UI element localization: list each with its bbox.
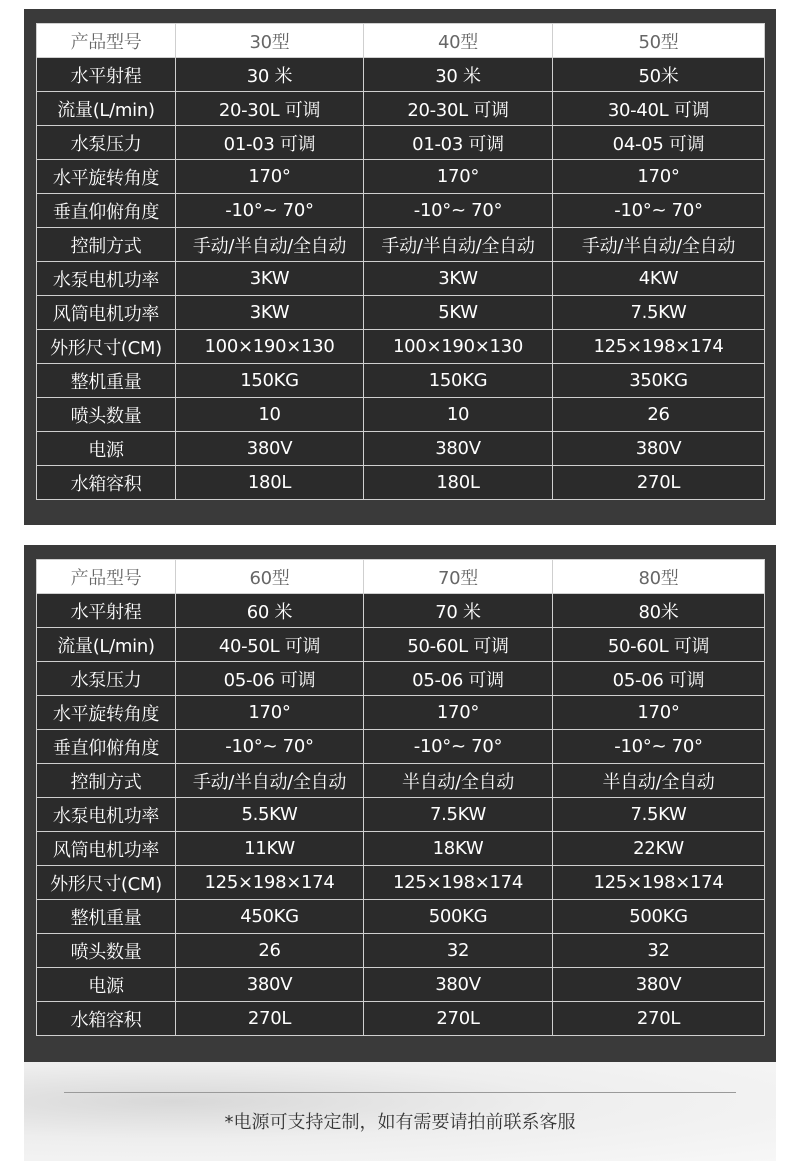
spec-label-cell: 控制方式 — [37, 228, 176, 262]
spec-value-cell: -10°~ 70° — [553, 194, 765, 228]
spec-value-cell: 450KG — [176, 900, 364, 934]
table-header-row — [37, 560, 765, 594]
spec-label-cell: 流量(L/min) — [37, 628, 176, 662]
spec-value-cell: 3KW — [176, 262, 364, 296]
spec-value-cell: 3KW — [176, 296, 364, 330]
header-label-cell: 产品型号 — [37, 24, 176, 58]
spec-value-cell: -10°~ 70° — [364, 194, 553, 228]
spec-value-cell: 10 — [176, 398, 364, 432]
table-row — [37, 832, 765, 866]
spec-value-cell: 半自动/全自动 — [364, 764, 553, 798]
spec-value-cell: 7.5KW — [553, 798, 765, 832]
spec-label-cell: 水平旋转角度 — [37, 696, 176, 730]
spec-value-cell: 30 米 — [364, 58, 553, 92]
table-row — [37, 126, 765, 160]
spec-value-cell: 11KW — [176, 832, 364, 866]
spec-label-cell: 整机重量 — [37, 900, 176, 934]
spec-value-cell: 26 — [553, 398, 765, 432]
spec-value-cell: 05-06 可调 — [553, 662, 765, 696]
spec-label-cell: 水箱容积 — [37, 1002, 176, 1036]
table-row — [37, 398, 765, 432]
spec-label-cell: 喷头数量 — [37, 934, 176, 968]
spec-value-cell: 380V — [364, 432, 553, 466]
table-row — [37, 798, 765, 832]
spec-value-cell: 手动/半自动/全自动 — [176, 228, 364, 262]
spec-label-cell: 水平旋转角度 — [37, 160, 176, 194]
spec-value-cell: 5KW — [364, 296, 553, 330]
spec-value-cell: 60 米 — [176, 594, 364, 628]
spec-label-cell: 电源 — [37, 432, 176, 466]
spec-label-cell: 水泵电机功率 — [37, 262, 176, 296]
table-header-row — [37, 24, 765, 58]
spec-value-cell: -10°~ 70° — [364, 730, 553, 764]
spec-value-cell: 500KG — [553, 900, 765, 934]
spec-value-cell: 180L — [176, 466, 364, 500]
spec-value-cell: 150KG — [364, 364, 553, 398]
spec-label-cell: 垂直仰俯角度 — [37, 194, 176, 228]
model-header-cell: 30型 — [176, 24, 364, 58]
spec-value-cell: 32 — [553, 934, 765, 968]
spec-label-cell: 水泵压力 — [37, 662, 176, 696]
spec-panel-60-80 — [24, 545, 776, 1062]
spec-value-cell: 70 米 — [364, 594, 553, 628]
spec-value-cell: 500KG — [364, 900, 553, 934]
spec-label-cell: 风筒电机功率 — [37, 296, 176, 330]
table-row — [37, 1002, 765, 1036]
model-header-cell: 50型 — [553, 24, 765, 58]
table-row — [37, 194, 765, 228]
spec-label-cell: 外形尺寸(CM) — [37, 866, 176, 900]
spec-value-cell: -10°~ 70° — [176, 730, 364, 764]
footer-divider — [64, 1092, 736, 1093]
spec-value-cell: 26 — [176, 934, 364, 968]
table-row — [37, 432, 765, 466]
table-row — [37, 934, 765, 968]
spec-label-cell: 垂直仰俯角度 — [37, 730, 176, 764]
spec-value-cell: 125×198×174 — [553, 330, 765, 364]
spec-label-cell: 水平射程 — [37, 58, 176, 92]
spec-value-cell: 手动/半自动/全自动 — [364, 228, 553, 262]
table-row — [37, 662, 765, 696]
spec-value-cell: 170° — [176, 696, 364, 730]
spec-value-cell: 170° — [553, 696, 765, 730]
spec-value-cell: 380V — [553, 432, 765, 466]
spec-value-cell: 270L — [553, 466, 765, 500]
table-row — [37, 466, 765, 500]
spec-label-cell: 水平射程 — [37, 594, 176, 628]
table-row — [37, 730, 765, 764]
spec-label-cell: 外形尺寸(CM) — [37, 330, 176, 364]
spec-table-30-50 — [36, 23, 765, 500]
spec-value-cell: 40-50L 可调 — [176, 628, 364, 662]
spec-value-cell: 7.5KW — [553, 296, 765, 330]
spec-label-cell: 电源 — [37, 968, 176, 1002]
spec-value-cell: 270L — [553, 1002, 765, 1036]
spec-value-cell: -10°~ 70° — [176, 194, 364, 228]
spec-value-cell: 30-40L 可调 — [553, 92, 765, 126]
spec-label-cell: 控制方式 — [37, 764, 176, 798]
table-row — [37, 900, 765, 934]
spec-value-cell: 3KW — [364, 262, 553, 296]
spec-label-cell: 风筒电机功率 — [37, 832, 176, 866]
spec-value-cell: 270L — [176, 1002, 364, 1036]
table-row — [37, 968, 765, 1002]
model-header-cell: 60型 — [176, 560, 364, 594]
spec-value-cell: 04-05 可调 — [553, 126, 765, 160]
table-row — [37, 330, 765, 364]
spec-value-cell: 7.5KW — [364, 798, 553, 832]
table-row — [37, 296, 765, 330]
spec-value-cell: 10 — [364, 398, 553, 432]
footer-note: *电源可支持定制，如有需要请拍前联系客服 — [224, 1112, 576, 1133]
spec-value-cell: 350KG — [553, 364, 765, 398]
spec-value-cell: 180L — [364, 466, 553, 500]
spec-value-cell: -10°~ 70° — [553, 730, 765, 764]
spec-value-cell: 80米 — [553, 594, 765, 628]
spec-value-cell: 20-30L 可调 — [176, 92, 364, 126]
spec-value-cell: 125×198×174 — [364, 866, 553, 900]
spec-value-cell: 170° — [364, 160, 553, 194]
spec-value-cell: 30 米 — [176, 58, 364, 92]
table-row — [37, 262, 765, 296]
footer-note-area — [24, 1062, 776, 1161]
spec-value-cell: 170° — [364, 696, 553, 730]
spec-label-cell: 喷头数量 — [37, 398, 176, 432]
spec-value-cell: 170° — [176, 160, 364, 194]
model-header-cell: 70型 — [364, 560, 553, 594]
spec-value-cell: 手动/半自动/全自动 — [176, 764, 364, 798]
spec-value-cell: 01-03 可调 — [364, 126, 553, 160]
model-header-cell: 80型 — [553, 560, 765, 594]
table-row — [37, 696, 765, 730]
spec-value-cell: 100×190×130 — [176, 330, 364, 364]
spec-label-cell: 流量(L/min) — [37, 92, 176, 126]
spec-value-cell: 380V — [176, 968, 364, 1002]
spec-value-cell: 01-03 可调 — [176, 126, 364, 160]
spec-panel-30-50 — [24, 9, 776, 525]
spec-value-cell: 380V — [176, 432, 364, 466]
spec-value-cell: 4KW — [553, 262, 765, 296]
spec-value-cell: 18KW — [364, 832, 553, 866]
table-row — [37, 364, 765, 398]
table-row — [37, 866, 765, 900]
table-row — [37, 628, 765, 662]
spec-label-cell: 水箱容积 — [37, 466, 176, 500]
header-label-cell: 产品型号 — [37, 560, 176, 594]
spec-value-cell: 380V — [553, 968, 765, 1002]
spec-value-cell: 05-06 可调 — [176, 662, 364, 696]
spec-value-cell: 50-60L 可调 — [553, 628, 765, 662]
spec-value-cell: 125×198×174 — [176, 866, 364, 900]
model-header-cell: 40型 — [364, 24, 553, 58]
spec-value-cell: 半自动/全自动 — [553, 764, 765, 798]
spec-value-cell: 22KW — [553, 832, 765, 866]
spec-label-cell: 整机重量 — [37, 364, 176, 398]
table-row — [37, 58, 765, 92]
spec-value-cell: 20-30L 可调 — [364, 92, 553, 126]
spec-value-cell: 32 — [364, 934, 553, 968]
spec-value-cell: 50米 — [553, 58, 765, 92]
spec-value-cell: 380V — [364, 968, 553, 1002]
table-row — [37, 228, 765, 262]
spec-value-cell: 150KG — [176, 364, 364, 398]
spec-value-cell: 手动/半自动/全自动 — [553, 228, 765, 262]
spec-value-cell: 125×198×174 — [553, 866, 765, 900]
table-row — [37, 764, 765, 798]
spec-label-cell: 水泵电机功率 — [37, 798, 176, 832]
spec-value-cell: 50-60L 可调 — [364, 628, 553, 662]
spec-table-60-80 — [36, 559, 765, 1036]
table-row — [37, 160, 765, 194]
spec-value-cell: 270L — [364, 1002, 553, 1036]
spec-value-cell: 100×190×130 — [364, 330, 553, 364]
spec-value-cell: 5.5KW — [176, 798, 364, 832]
table-row — [37, 92, 765, 126]
spec-label-cell: 水泵压力 — [37, 126, 176, 160]
spec-value-cell: 170° — [553, 160, 765, 194]
table-row — [37, 594, 765, 628]
spec-value-cell: 05-06 可调 — [364, 662, 553, 696]
